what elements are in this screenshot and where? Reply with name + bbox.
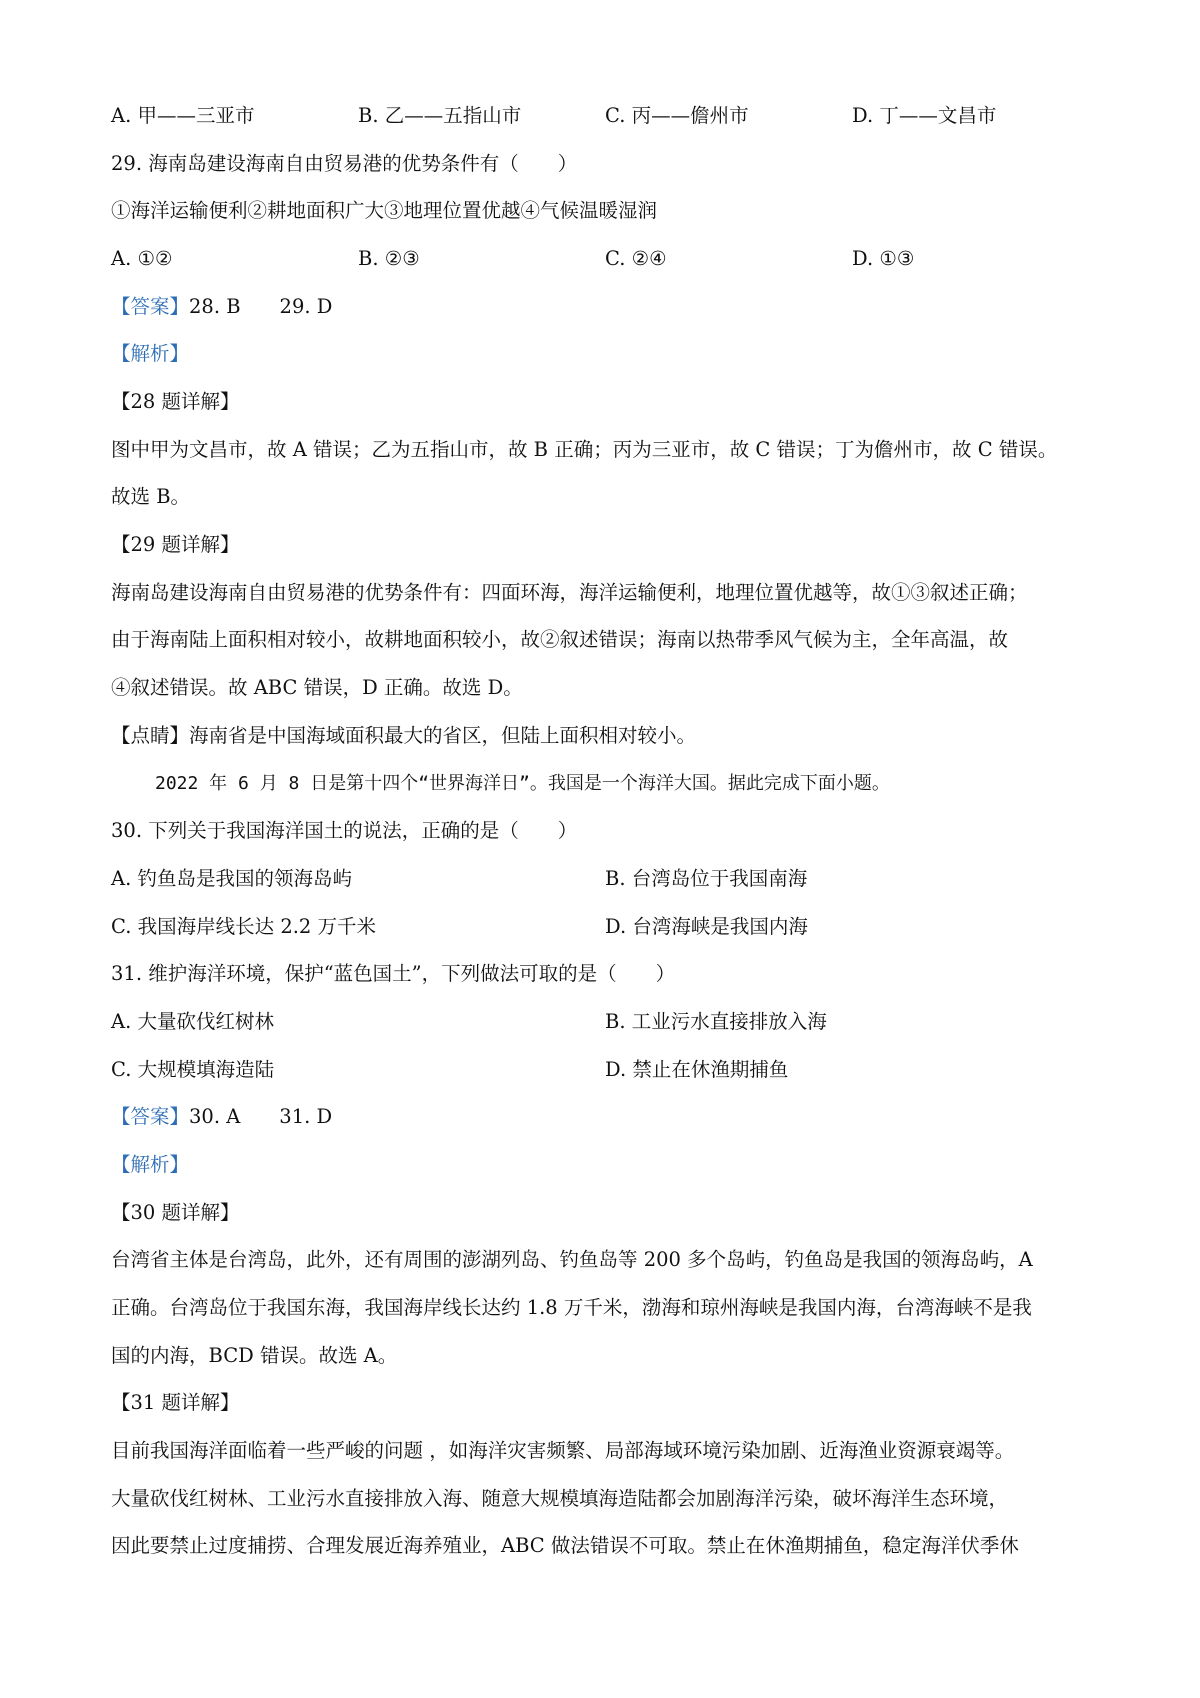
tip-block (111, 722, 696, 750)
q30-stem: 30. 下列关于我国海洋国土的说法，正确的是（ ） (111, 819, 578, 842)
detail-31-title: 【31 题详解】 (111, 1391, 240, 1414)
detail-31-line: 因此要禁止过度捕捞、合理发展近海养殖业，ABC 做法错误不可取。禁止在休渔期捕鱼，稳定海洋伏季休 (111, 1534, 1019, 1557)
detail-30-line: 台湾省主体是台湾岛，此外，还有周围的澎湖列岛、钓鱼岛等 200 多个岛屿，钓鱼岛是我国的领海岛屿，A (111, 1248, 1033, 1271)
detail-29-line: 海南岛建设海南自由贸易港的优势条件有：四面环海，海洋运输便利，地理位置优越等，故①③叙述正确； (111, 581, 1028, 604)
tip-text: 海南省是中国海域面积最大的省区，但陆上面积相对较小。 (189, 724, 697, 747)
q29-option-a: A. ①② (111, 247, 173, 270)
q30-option-a: A. 钓鱼岛是我国的领海岛屿 (111, 867, 352, 890)
q31-option-c: C. 大规模填海造陆 (111, 1058, 275, 1081)
q28-option-d: D. 丁——文昌市 (852, 104, 997, 127)
q31-option-b: B. 工业污水直接排放入海 (605, 1010, 827, 1033)
detail-31-line: 大量砍伐红树林、工业污水直接排放入海、随意大规模填海造陆都会加剧海洋污染，破坏海洋生态环境， (111, 1487, 1009, 1510)
q29-statements: ①海洋运输便利②耕地面积广大③地理位置优越④气候温暖湿润 (111, 199, 658, 222)
detail-29-line: ④叙述错误。故 ABC 错误，D 正确。故选 D。 (111, 676, 523, 699)
answer-label: 【答案】 (111, 295, 190, 318)
q31-stem: 31. 维护海洋环境，保护“蓝色国土”，下列做法可取的是（ ） (111, 962, 676, 985)
answer-block-1 (111, 293, 332, 321)
q31-option-a: A. 大量砍伐红树林 (111, 1010, 274, 1033)
q28-option-a: A. 甲——三亚市 (111, 104, 255, 127)
answer-value: 30. A 31. D (189, 1105, 333, 1128)
detail-29-line: 由于海南陆上面积相对较小，故耕地面积较小，故②叙述错误；海南以热带季风气候为主，全年高温，故 (111, 628, 1009, 651)
answer-label: 【答案】 (111, 1105, 190, 1128)
detail-28-line: 故选 B。 (111, 485, 191, 508)
detail-28-line: 图中甲为文昌市，故 A 错误；乙为五指山市，故 B 正确；丙为三亚市，故 C 错误；丁为儋州市，故 C 错误。 (111, 438, 1058, 461)
analysis-label: 【解析】 (111, 1153, 190, 1176)
q30-option-c: C. 我国海岸线长达 2.2 万千米 (111, 915, 377, 938)
q29-option-c: C. ②④ (605, 247, 667, 270)
q31-option-d: D. 禁止在休渔期捕鱼 (605, 1058, 789, 1081)
q28-option-b: B. 乙——五指山市 (358, 104, 522, 127)
detail-30-line: 国的内海，BCD 错误。故选 A。 (111, 1344, 398, 1367)
q30-option-d: D. 台湾海峡是我国内海 (605, 915, 808, 938)
detail-31-line: 目前我国海洋面临着一些严峻的问题 ，如海洋灾害频繁、局部海域环境污染加剧、近海渔业资源衰竭等。 (111, 1439, 1015, 1462)
material-text: 2022 年 6 月 8 日是第十四个“世界海洋日”。我国是一个海洋大国。据此完成下面小题。 (155, 773, 890, 794)
q30-option-b: B. 台湾岛位于我国南海 (605, 867, 808, 890)
analysis-label: 【解析】 (111, 342, 190, 365)
q29-stem: 29. 海南岛建设海南自由贸易港的优势条件有（ ） (111, 152, 578, 175)
q29-option-b: B. ②③ (358, 247, 420, 270)
detail-28-title: 【28 题详解】 (111, 390, 240, 413)
q29-option-d: D. ①③ (852, 247, 915, 270)
detail-29-title: 【29 题详解】 (111, 533, 240, 556)
q28-option-c: C. 丙——儋州市 (605, 104, 749, 127)
tip-label: 【点睛】 (111, 724, 190, 747)
detail-30-title: 【30 题详解】 (111, 1201, 240, 1224)
detail-30-line: 正确。台湾岛位于我国东海，我国海岸线长达约 1.8 万千米，渤海和琼州海峡是我国内海，台湾海峡不是我 (111, 1296, 1032, 1319)
answer-block-2 (111, 1103, 332, 1131)
answer-value: 28. B 29. D (189, 295, 333, 318)
